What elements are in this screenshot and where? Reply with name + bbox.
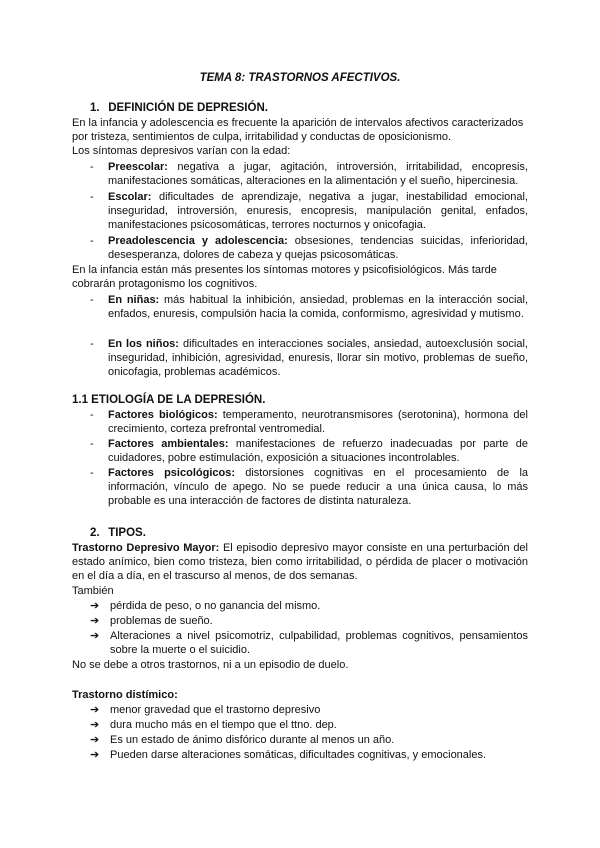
list-item (90, 409, 528, 437)
item-label: En niñas: (108, 294, 160, 306)
section-2-heading (90, 527, 146, 539)
bullet-dash: - (90, 409, 94, 421)
item-text: Pueden darse alteraciones somáticas, dificultades cognitivas, y emocionales. (110, 749, 487, 761)
item-label: En los niños: (108, 338, 179, 350)
list-item (90, 438, 528, 466)
section-1-heading (90, 102, 268, 114)
arrow-icon: ➔ (90, 630, 100, 642)
arrow-icon: ➔ (90, 704, 100, 716)
item-text: manifestaciones de refuerzo inadecuadas por parte de cuidadores, pobre estimulación, exposición a situaciones incontrolables. (108, 438, 529, 464)
item-text: dificultades en interacciones sociales, ansiedad, autoexclusión social, inseguridad, inhibición, agresividad, enuresis, llorar sin motivo, problemas de sueño, onicofagia, problemas académicos. (108, 338, 528, 378)
item-text: temperamento, neurotransmisores (serotonina), hormona del crecimiento, corteza prefrontal ventromedial. (108, 409, 528, 435)
item-label: Factores biológicos: (108, 409, 218, 421)
list-item (90, 615, 528, 629)
bullet-dash: - (90, 438, 94, 450)
item-text: problemas de sueño. (110, 615, 213, 627)
arrow-icon: ➔ (90, 615, 100, 627)
item-text: más habitual la inhibición, ansiedad, problemas en la interacción social, enfados, enuresis, compulsión hacia la comida, conformismo, agresividad y mutismo. (108, 294, 528, 320)
item-text: pérdida de peso, o no ganancia del mismo. (110, 600, 321, 612)
paragraph: En la infancia y adolescencia es frecuente la aparición de intervalos afectivos caracterizados (72, 117, 524, 129)
disorder-text: El episodio depresivo mayor consiste en una perturbación del estado anímico, bien como tristeza, bien como irritabilidad, o pérdida de placer o motivación en el día a día, en el trascurso al menos, de dos semanas. (72, 542, 528, 582)
item-text: dificultades de aprendizaje, negativa a jugar, inestabilidad emocional, inseguridad, introversión, enuresis, encopresis, manipulación genital, enfados, manifestaciones psicosomáticas, terrores nocturnos y onicofagia. (108, 191, 528, 231)
paragraph: Los síntomas depresivos varían con la edad: (72, 145, 291, 157)
disorder-label: Trastorno distímico: (72, 689, 178, 701)
document-title: TEMA 8: TRASTORNOS AFECTIVOS. (199, 72, 401, 84)
list-item (90, 719, 528, 733)
list-item (90, 749, 528, 763)
list-item (90, 600, 528, 614)
item-text: Es un estado de ánimo disfórico durante al menos un año. (110, 734, 395, 746)
item-label: Preadolescencia y adolescencia: (108, 235, 288, 247)
section-number: 2. (90, 527, 100, 539)
item-text: menor gravedad que el trastorno depresivo (110, 704, 321, 716)
bullet-dash: - (90, 467, 94, 479)
list-item (90, 294, 528, 322)
bullet-dash: - (90, 338, 94, 350)
item-text: dura mucho más en el tiempo que el ttno. dep. (110, 719, 337, 731)
section-title: TIPOS. (108, 527, 146, 539)
item-label: Factores ambientales: (108, 438, 229, 450)
list-item (90, 734, 528, 748)
arrow-icon: ➔ (90, 749, 100, 761)
arrow-icon: ➔ (90, 600, 100, 612)
paragraph (72, 542, 528, 583)
paragraph: No se debe a otros trastornos, ni a un episodio de duelo. (72, 659, 349, 671)
disorder-label: Trastorno Depresivo Mayor: (72, 542, 220, 554)
list-item (90, 630, 528, 658)
arrow-icon: ➔ (90, 719, 100, 731)
item-text: distorsiones cognitivas en el procesamiento de la información, vínculo de apego. No se puede reducir a una única causa, lo más probable es una interacción de factores de distinta naturaleza. (108, 467, 529, 507)
item-text: obsesiones, tendencias suicidas, inferioridad, desesperanza, dolores de cabeza y quejas psicosomáticas. (108, 235, 528, 261)
item-label: Preescolar: (108, 161, 168, 173)
bullet-dash: - (90, 161, 94, 173)
section-title: DEFINICIÓN DE DEPRESIÓN. (108, 102, 268, 114)
bullet-dash: - (90, 191, 94, 203)
item-label: Factores psicológicos: (108, 467, 235, 479)
list-item (90, 235, 528, 263)
list-item (90, 161, 528, 189)
bullet-dash: - (90, 235, 94, 247)
section-number: 1. (90, 102, 100, 114)
paragraph: cobrarán protagonismo los cognitivos. (72, 278, 258, 290)
list-item (90, 338, 528, 379)
item-text: negativa a jugar, agitación, introversión, irritabilidad, encopresis, manifestaciones somáticas, alteraciones en la alimentación y el sueño, hipercinesia. (108, 161, 528, 187)
arrow-icon: ➔ (90, 734, 100, 746)
item-label: Escolar: (108, 191, 152, 203)
item-text: Alteraciones a nivel psicomotriz, culpabilidad, problemas cognitivos, pensamientos sobre la muerte o el suicidio. (110, 630, 528, 656)
section-1-1-heading: 1.1 ETIOLOGÍA DE LA DEPRESIÓN. (72, 394, 266, 406)
paragraph: En la infancia están más presentes los síntomas motores y psicofisiológicos. Más tarde (72, 264, 497, 276)
list-item (90, 467, 528, 508)
list-item (90, 704, 528, 718)
bullet-dash: - (90, 294, 94, 306)
list-item (90, 191, 528, 232)
paragraph: También (72, 585, 114, 597)
paragraph: por tristeza, sentimientos de culpa, irritabilidad y conductas de oposicionismo. (72, 131, 452, 143)
